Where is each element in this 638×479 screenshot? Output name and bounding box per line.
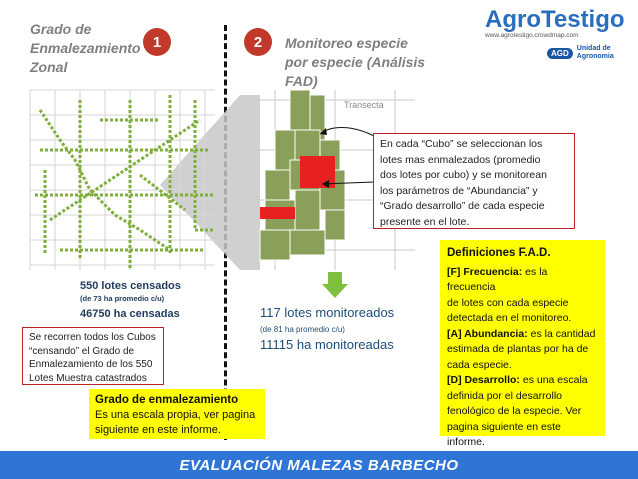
unidad-label: Unidad de Agronomia — [576, 45, 614, 60]
grado-enmalezamiento-box: Grado de enmalezamiento Es una escala propia, ver pagina siguiente en este informe. — [89, 389, 265, 439]
left-title: Grado de Enmalezamiento Zonal — [30, 21, 141, 75]
zonal-map — [20, 80, 225, 280]
agrotestigo-logo: AgroTestigo www.agrotestigo.crowdmap.com AGD Unidad de Agronomia — [485, 6, 625, 60]
fad-definitions-box: Definiciones F.A.D. [F] Frecuencia: es la frecuencia de lotes con cada especie detectada en el monitoreo. [A] Abundancia: es la cantidad estimada de plantas por ha de cada especie. [D] Desarrollo: es una escala definida por el desarrollo fenológico de la especie. Ver pagina siguiente en este informe. — [440, 240, 605, 436]
cubo-note: En cada “Cubo” se seleccionan los lotes mas enmalezados (promedio dos lotes por cubo) y se monitorean los parámetros de “Abundancia” y “Grado desarrollo” de cada especie presente en el lote. — [373, 133, 575, 229]
right-title: Monitoreo especie por especie (Análisis FAD) — [285, 35, 426, 89]
censados-block: 550 lotes censados (de 73 ha promedio c/u) 46750 ha censadas — [80, 280, 181, 320]
down-arrow-icon — [322, 272, 348, 298]
note-arrows — [300, 110, 380, 200]
agd-logo: AGD — [547, 48, 573, 59]
selected-lot-2 — [260, 207, 295, 219]
monitoreados-block: 117 lotes monitoreados (de 81 ha promedio c/u) 11115 ha monitoreadas — [260, 305, 395, 352]
step-2-badge: 2 — [244, 28, 272, 56]
step-1-badge: 1 — [143, 28, 171, 56]
recorren-note: Se recorren todos los Cubos “censando” el Grado de Enmalezamiento de los 550 Lotes Muestra catastrados — [22, 327, 164, 385]
footer-banner: EVALUACIÓN MALEZAS BARBECHO — [0, 451, 638, 479]
transecta-label: Transecta — [344, 100, 384, 110]
